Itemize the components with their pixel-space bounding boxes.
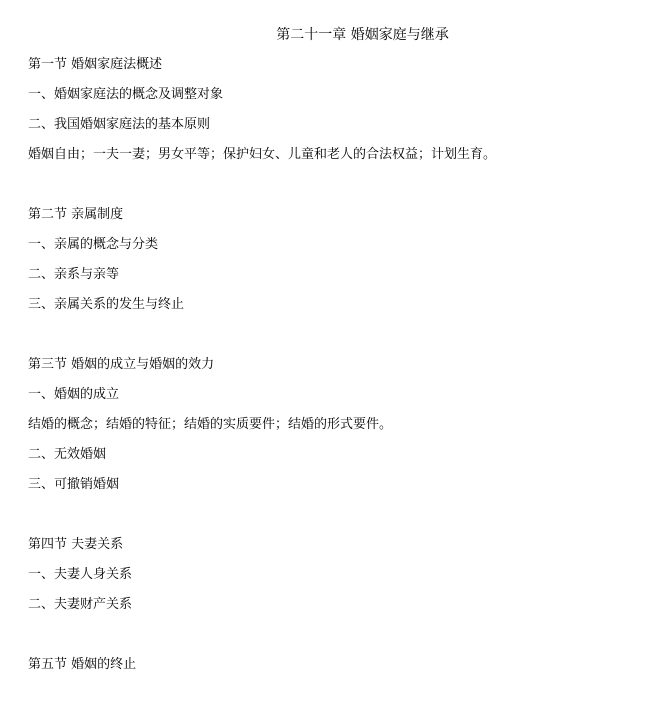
section-1-line-2: 二、我国婚姻家庭法的基本原则 bbox=[28, 117, 211, 132]
section-3-line-2: 结婚的概念；结婚的特征；结婚的实质要件；结婚的形式要件。 bbox=[28, 417, 393, 432]
section-heading-5: 第五节 婚姻的终止 bbox=[28, 657, 137, 672]
section-2-line-2: 二、亲系与亲等 bbox=[28, 267, 120, 282]
section-4-line-1: 一、夫妻人身关系 bbox=[28, 567, 133, 582]
section-heading-3: 第三节 婚姻的成立与婚姻的效力 bbox=[28, 357, 215, 372]
section-heading-2: 第二节 亲属制度 bbox=[28, 207, 124, 222]
section-1-line-1: 一、婚姻家庭法的概念及调整对象 bbox=[28, 87, 224, 102]
section-2-line-3: 三、亲属关系的发生与终止 bbox=[28, 297, 185, 312]
section-2-line-1: 一、亲属的概念与分类 bbox=[28, 237, 159, 252]
section-1-line-3: 婚姻自由；一夫一妻；男女平等；保护妇女、儿童和老人的合法权益；计划生育。 bbox=[28, 147, 497, 162]
section-heading-4: 第四节 夫妻关系 bbox=[28, 537, 124, 552]
section-3-line-3: 二、无效婚姻 bbox=[28, 447, 107, 462]
section-3-line-1: 一、婚姻的成立 bbox=[28, 387, 120, 402]
chapter-title: 第二十一章 婚姻家庭与继承 bbox=[276, 27, 449, 43]
section-heading-1: 第一节 婚姻家庭法概述 bbox=[28, 57, 163, 72]
section-4-line-2: 二、夫妻财产关系 bbox=[28, 597, 133, 612]
section-3-line-4: 三、可撤销婚姻 bbox=[28, 477, 120, 492]
